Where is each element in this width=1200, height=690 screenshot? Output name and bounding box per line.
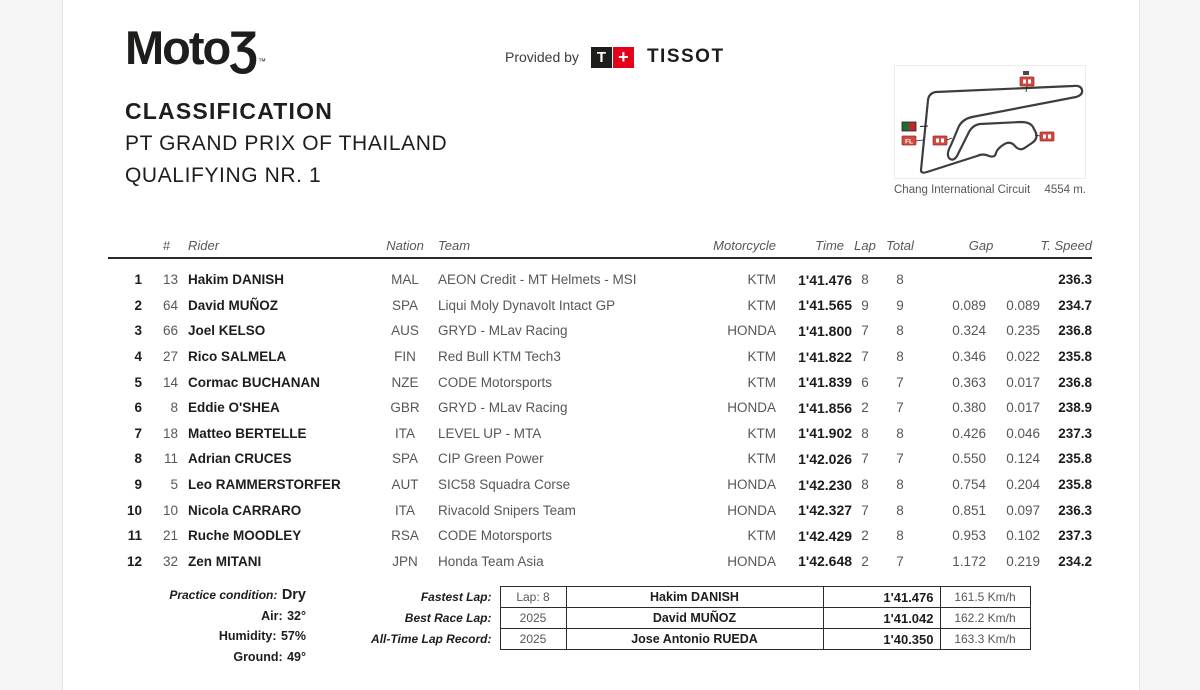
lap-time: 1'42.429 [798,527,853,544]
records-table [357,586,1031,650]
circuit-length: 4554 m. [1044,184,1086,196]
top-speed: 237.3 [1058,528,1093,544]
position: 12 [126,553,142,569]
motorcycle: HONDA [727,323,777,339]
result-row [108,344,1092,370]
best-lap-number: 2 [861,400,869,416]
table-header-row [108,233,1092,258]
rider-number: 10 [162,502,179,518]
nation: RSA [391,528,419,544]
nation: AUT [391,477,419,493]
gap-to-first: 0.346 [952,349,987,365]
lap-time: 1'42.026 [798,450,853,467]
lap-time: 1'41.800 [798,322,853,339]
gap-to-first: 0.953 [952,528,987,544]
team-name: AEON Credit - MT Helmets - MSI [438,272,637,288]
team-name: CODE Motorsports [438,374,553,390]
position: 10 [126,502,142,518]
position: 3 [134,323,142,339]
nation: MAL [391,272,419,288]
motorcycle: HONDA [727,477,777,493]
record-info: 2025 [500,608,566,629]
rider-name: Zen MITANI [188,553,262,569]
lap-time: 1'41.839 [798,374,853,391]
rider-number: 21 [162,528,179,544]
record-rider-name: Jose Antonio RUEDA [566,629,823,650]
total-laps: 8 [896,349,904,365]
rider-name: Eddie O'SHEA [188,400,280,416]
gap-to-first: 0.324 [952,323,987,339]
results-body [108,258,1092,574]
record-row [357,629,1030,650]
result-row [108,421,1092,447]
record-speed: 163.3 Km/h [940,629,1030,650]
best-lap-number: 2 [861,528,869,544]
motorcycle: KTM [747,374,777,390]
rider-name: Nicola CARRARO [188,502,302,518]
lap-time: 1'41.822 [798,348,853,365]
swiss-cross-icon: + [613,47,634,68]
rider-name: Joel KELSO [188,323,266,339]
best-lap-number: 7 [861,451,869,467]
position: 1 [134,272,142,288]
position: 5 [134,374,142,390]
lap-time: 1'41.476 [798,271,853,288]
nation: ITA [395,502,416,518]
rider-number: 14 [162,374,179,390]
humidity [106,626,306,647]
record-time: 1'41.042 [823,608,940,629]
record-speed: 161.5 Km/h [940,587,1030,608]
record-speed: 162.2 Km/h [940,608,1030,629]
motorcycle: HONDA [727,502,777,518]
nation: SPA [392,451,419,467]
total-laps: 8 [896,323,904,339]
total-laps: 8 [896,425,904,441]
top-speed: 237.3 [1058,425,1093,441]
header-position: # [108,233,178,258]
total-laps: 7 [896,553,904,569]
event-title: PT GRAND PRIX OF THAILAND [125,132,448,155]
team-name: GRYD - MLav Racing [438,323,568,339]
rider-number: 66 [162,323,179,339]
record-label: All-Time Lap Record: [371,632,492,646]
nation: JPN [392,553,418,569]
rider-number: 8 [170,400,179,416]
top-speed: 235.8 [1058,349,1093,365]
air-value: 32° [287,608,306,623]
rider-number: 13 [162,272,179,288]
sector-badge-mid [933,136,947,145]
moto3-logo [125,20,266,75]
team-name: SIC58 Squadra Corse [438,477,571,493]
motorcycle: KTM [747,349,777,365]
page-title: CLASSIFICATION [125,98,334,124]
result-row [108,523,1092,549]
result-row [108,497,1092,523]
motorcycle: HONDA [727,400,777,416]
result-row [108,369,1092,395]
rider-name: Matteo BERTELLE [188,425,307,441]
gap-to-first: 0.380 [952,400,987,416]
motorcycle: KTM [747,272,777,288]
top-speed: 235.8 [1058,477,1093,493]
gap-to-first: 0.550 [952,451,987,467]
lap-time: 1'41.902 [798,425,853,442]
team-name: Liqui Moly Dynavolt Intact GP [438,297,616,313]
total-laps: 8 [896,528,904,544]
classification-table [108,233,1092,574]
lap-time: 1'42.648 [798,553,853,570]
total-laps: 7 [896,400,904,416]
result-row [108,549,1092,575]
result-row [108,395,1092,421]
provided-by-label: Provided by [505,49,579,65]
trademark-mark: ™ [257,57,266,66]
team-name: Red Bull KTM Tech3 [438,349,561,365]
motorcycle: KTM [747,451,777,467]
top-speed: 236.8 [1058,374,1093,390]
record-info: Lap: 8 [500,587,566,608]
total-laps: 8 [896,477,904,493]
rider-number: 32 [162,553,179,569]
top-speed: 236.3 [1058,502,1093,518]
team-name: Honda Team Asia [438,553,544,569]
air-label: Air: [261,608,283,623]
nation: SPA [392,297,419,313]
header-time: Time [776,233,852,258]
circuit-name: Chang International Circuit [894,184,1031,196]
gap-to-previous: 0.219 [1006,553,1041,569]
gap-to-first: 0.363 [952,374,987,390]
rider-number: 27 [162,349,179,365]
gap-to-previous: 0.204 [1006,477,1041,493]
position: 6 [134,400,142,416]
gap-to-previous: 0.017 [1006,374,1041,390]
header-team: Team [426,233,696,258]
gap-to-first: 0.426 [952,425,987,441]
team-name: GRYD - MLav Racing [438,400,568,416]
moto3-logo-3: Ʒ [229,21,258,74]
rider-name: Ruche MOODLEY [188,528,302,544]
gap-to-first [922,267,986,293]
header-total: Total [878,233,922,258]
practice-condition-value: Dry [281,587,306,603]
best-lap-number: 7 [861,349,869,365]
lap-time: 1'42.230 [798,476,853,493]
record-rider-name: Hakim DANISH [566,587,823,608]
best-lap-number: 8 [861,425,869,441]
nation: GBR [390,400,420,416]
moto3-logo-text: Moto [125,21,230,74]
sector-badge-right [1040,132,1054,141]
gap-to-previous: 0.046 [1006,425,1041,441]
tissot-t-icon: T [591,47,612,68]
best-lap-number: 8 [861,272,869,288]
lap-time: 1'42.327 [798,502,853,519]
position: 4 [134,349,142,365]
position: 7 [134,425,142,441]
air-temperature [106,606,306,627]
nation: AUS [391,323,419,339]
header-motorcycle: Motorcycle [696,233,776,258]
result-row [108,267,1092,293]
gap-to-previous: 0.235 [1006,323,1041,339]
gap-to-previous: 0.022 [1006,349,1041,365]
best-lap-number: 7 [861,502,869,518]
nation: ITA [395,425,416,441]
provided-by-block [505,46,725,68]
nation: NZE [391,374,419,390]
result-row [108,472,1092,498]
position: 8 [134,451,142,467]
header-nation: Nation [384,233,426,258]
team-name: CIP Green Power [438,451,544,467]
total-laps: 9 [896,297,904,313]
top-speed: 238.9 [1058,400,1093,416]
practice-condition-label: Practice condition: [169,588,278,602]
total-laps: 8 [896,502,904,518]
gap-to-first: 1.172 [952,553,987,569]
gap-to-previous: 0.097 [1006,502,1041,518]
lap-time: 1'41.565 [798,297,853,314]
gap-to-previous: 0.017 [1006,400,1041,416]
record-time: 1'40.350 [823,629,940,650]
nation: FIN [394,349,416,365]
finish-line-label: FL [905,138,913,146]
rider-number: 18 [162,425,179,441]
gap-to-first: 0.851 [952,502,987,518]
conditions-block [106,585,306,667]
position: 2 [134,297,142,313]
session-title: QUALIFYING NR. 1 [125,164,322,187]
top-speed: 234.7 [1058,297,1093,313]
top-speed: 234.2 [1058,553,1093,569]
rider-number: 5 [170,477,179,493]
rider-name: Hakim DANISH [188,272,285,288]
total-laps: 7 [896,451,904,467]
record-time: 1'41.476 [823,587,940,608]
speed-trap-icon [1023,71,1029,75]
team-name: LEVEL UP - MTA [438,425,542,441]
start-flag-green [902,122,909,131]
record-info: 2025 [500,629,566,650]
spacer-row [108,258,1092,267]
best-lap-number: 6 [861,374,869,390]
position: 9 [134,477,142,493]
record-rider-name: David MUÑOZ [566,608,823,629]
gap-to-first: 0.089 [952,297,987,313]
lap-time: 1'41.856 [798,399,853,416]
tissot-wordmark: TISSOT [646,46,725,67]
record-row [357,608,1030,629]
motorcycle: KTM [747,528,777,544]
record-row [357,587,1030,608]
best-lap-number: 9 [861,297,869,313]
rider-name: Adrian CRUCES [188,451,292,467]
gap-to-previous [986,267,1040,293]
rider-name: David MUÑOZ [188,297,279,313]
ground-temperature [106,647,306,668]
gap-to-previous: 0.124 [1006,451,1041,467]
top-speed: 236.3 [1058,272,1093,288]
position: 11 [127,528,142,544]
humidity-label: Humidity: [218,629,277,643]
gap-to-previous: 0.102 [1006,528,1041,544]
top-speed: 235.8 [1058,451,1093,467]
sector-badge-top [1020,77,1034,86]
circuit-track-icon [895,66,1085,178]
result-row [108,446,1092,472]
result-row [108,318,1092,344]
header-top-speed: T. Speed [1040,233,1092,258]
record-label: Best Race Lap: [404,611,492,625]
team-name: CODE Motorsports [438,528,553,544]
record-label: Fastest Lap: [420,590,492,604]
best-lap-number: 7 [861,323,869,339]
circuit-map [894,65,1086,179]
result-row [108,293,1092,319]
motorcycle: KTM [747,297,777,313]
rider-name: Cormac BUCHANAN [188,374,321,390]
total-laps: 8 [896,272,904,288]
motorcycle: HONDA [727,553,777,569]
header-gap: Gap [922,233,1040,258]
rider-number: 11 [164,451,179,467]
circuit-caption [894,184,1086,196]
header-lap: Lap [852,233,878,258]
team-name: Rivacold Snipers Team [438,502,576,518]
rider-name: Rico SALMELA [188,349,287,365]
ground-value: 49° [287,649,306,664]
top-speed: 236.8 [1058,323,1093,339]
humidity-value: 57% [280,629,306,643]
motorcycle: KTM [747,425,777,441]
gap-to-previous: 0.089 [1006,297,1041,313]
practice-condition [106,585,306,606]
gap-to-first: 0.754 [952,477,987,493]
ground-label: Ground: [233,649,283,664]
start-flag-red [909,122,916,131]
rider-name: Leo RAMMERSTORFER [188,477,341,493]
rider-number: 64 [162,297,179,313]
tissot-logo [591,47,634,68]
best-lap-number: 8 [861,477,869,493]
total-laps: 7 [896,374,904,390]
header-rider: Rider [178,233,384,258]
best-lap-number: 2 [861,553,869,569]
